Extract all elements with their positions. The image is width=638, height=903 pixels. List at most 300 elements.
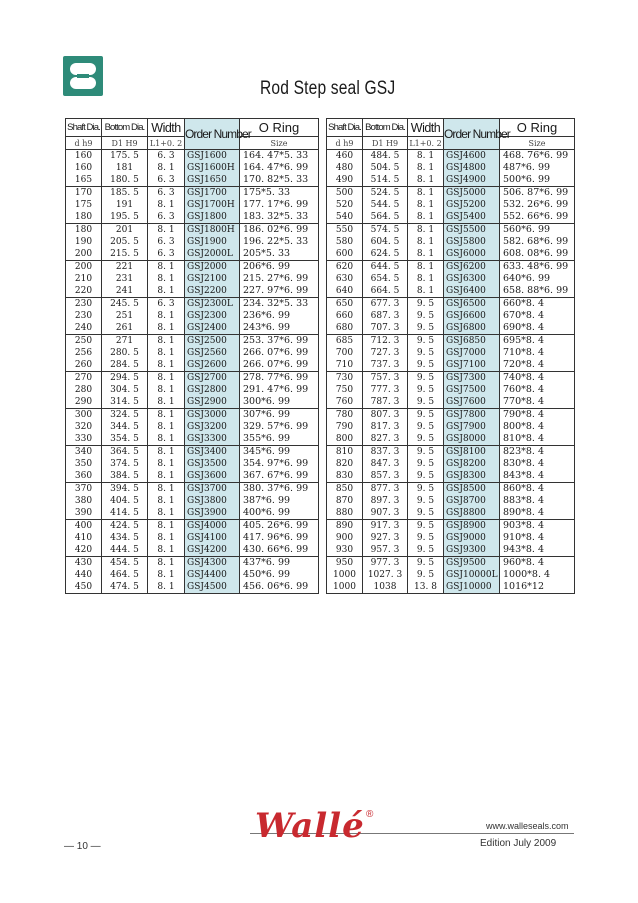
width-value: 8. 1 <box>157 323 175 333</box>
oring-value: 640*6. 99 <box>503 273 551 284</box>
header-o-ring-size: Size <box>500 137 575 150</box>
shaft-dia-cell <box>327 335 363 372</box>
shaft-value: 950 <box>335 558 354 568</box>
order-value: GSJ5400 <box>446 212 486 222</box>
oring-value: 278. 77*6. 99 <box>243 372 309 383</box>
bottom-value: 314. 5 <box>110 397 139 407</box>
bottom-value: 464. 5 <box>110 570 139 580</box>
oring-value: 1000*8. 4 <box>503 569 551 580</box>
header-width: Width <box>148 119 185 137</box>
oring-value: 215. 27*6. 99 <box>243 273 309 284</box>
order-value: GSJ8100 <box>446 447 486 457</box>
oring-value: 266. 07*6. 99 <box>243 359 309 370</box>
bottom-value: 664. 5 <box>370 286 400 296</box>
order-value: GSJ2000 <box>187 262 227 272</box>
width-value: 8. 1 <box>416 249 435 259</box>
width-cell <box>148 483 185 520</box>
shaft-value: 490 <box>335 175 354 185</box>
oring-value: 660*8. 4 <box>503 298 545 309</box>
bottom-value: 474. 5 <box>110 582 139 592</box>
oring-value: 500*6. 99 <box>503 174 551 185</box>
right-size-table <box>326 118 575 594</box>
shaft-value: 480 <box>335 163 354 173</box>
order-value: GSJ9300 <box>446 545 486 555</box>
shaft-value: 300 <box>74 410 93 420</box>
page-title: Rod Step seal GSJ <box>260 78 396 99</box>
width-cell <box>408 483 444 520</box>
width-value: 8. 1 <box>157 508 175 518</box>
shaft-value: 830 <box>335 471 354 481</box>
bottom-dia-cell <box>102 187 148 224</box>
order-number-cell <box>185 261 240 298</box>
header-bottom-tolerance: D1 H9 <box>102 137 148 150</box>
width-value: 8. 1 <box>416 274 435 284</box>
oring-value: 582. 68*6. 99 <box>503 236 569 247</box>
shaft-value: 175 <box>74 200 93 210</box>
width-value: 8. 1 <box>157 521 175 531</box>
o-ring-size-cell <box>240 446 319 483</box>
bottom-value: 524. 5 <box>370 188 400 198</box>
width-value: 6. 3 <box>157 188 175 198</box>
bottom-value: 454. 5 <box>110 558 139 568</box>
order-value: GSJ2900 <box>187 397 227 407</box>
order-number-cell <box>185 187 240 224</box>
shaft-value: 760 <box>335 397 354 407</box>
order-value: GSJ3500 <box>187 459 227 469</box>
order-number-cell <box>444 557 500 594</box>
bottom-value: 180. 5 <box>110 175 139 185</box>
oring-value: 456. 06*6. 99 <box>243 581 309 592</box>
oring-value: 487*6. 99 <box>503 162 551 173</box>
order-value: GSJ7000 <box>446 348 486 358</box>
table-row-group <box>327 409 575 446</box>
width-value: 9. 5 <box>416 521 435 531</box>
order-value: GSJ7500 <box>446 385 486 395</box>
bottom-dia-cell <box>102 483 148 520</box>
width-cell <box>148 446 185 483</box>
bottom-dia-cell <box>363 298 408 335</box>
order-value: GSJ9000 <box>446 533 486 543</box>
width-value: 8. 1 <box>157 397 175 407</box>
shaft-value: 330 <box>74 434 93 444</box>
oring-value: 400*6. 99 <box>243 507 291 518</box>
o-ring-size-cell <box>500 187 575 224</box>
shaft-value: 270 <box>74 373 93 383</box>
shaft-value: 200 <box>74 262 93 272</box>
oring-value: 560*6. 99 <box>503 224 551 235</box>
order-number-cell <box>444 298 500 335</box>
oring-value: 695*8. 4 <box>503 335 545 346</box>
o-ring-size-cell <box>500 224 575 261</box>
oring-value: 164. 47*6. 99 <box>243 162 309 173</box>
width-value: 6. 3 <box>157 249 175 259</box>
bottom-value: 957. 3 <box>370 545 400 555</box>
bottom-value: 241 <box>115 286 134 296</box>
order-value: GSJ3300 <box>187 434 227 444</box>
shaft-value: 810 <box>335 447 354 457</box>
shaft-dia-cell <box>327 187 363 224</box>
oring-value: 186. 02*6. 99 <box>243 224 309 235</box>
shaft-dia-cell <box>66 409 102 446</box>
width-value: 9. 5 <box>416 459 435 469</box>
order-value: GSJ3600 <box>187 471 227 481</box>
oring-value: 437*6. 99 <box>243 557 291 568</box>
shaft-value: 660 <box>335 311 354 321</box>
oring-value: 227. 97*6. 99 <box>243 285 309 296</box>
oring-value: 633. 48*6. 99 <box>503 261 569 272</box>
shaft-value: 180 <box>74 212 93 222</box>
o-ring-size-cell <box>500 483 575 520</box>
shaft-value: 1000 <box>333 570 356 580</box>
shaft-value: 390 <box>74 508 93 518</box>
o-ring-size-cell <box>500 261 575 298</box>
width-value: 8. 1 <box>416 163 435 173</box>
order-value: GSJ1800 <box>187 212 227 222</box>
order-value: GSJ4400 <box>187 570 227 580</box>
bottom-value: 261 <box>115 323 134 333</box>
company-logo-icon <box>63 56 103 96</box>
width-value: 8. 1 <box>157 496 175 506</box>
width-value: 8. 1 <box>157 447 175 457</box>
bottom-dia-cell <box>102 520 148 557</box>
bottom-value: 324. 5 <box>110 410 139 420</box>
shaft-dia-cell <box>327 446 363 483</box>
shaft-value: 220 <box>74 286 93 296</box>
table-row-group <box>327 150 575 187</box>
oring-value: 164. 47*5. 33 <box>243 150 309 161</box>
shaft-dia-cell <box>327 483 363 520</box>
shaft-dia-cell <box>66 520 102 557</box>
oring-value: 860*8. 4 <box>503 483 545 494</box>
order-value: GSJ1650 <box>187 175 227 185</box>
oring-value: 843*8. 4 <box>503 470 545 481</box>
width-value: 9. 5 <box>416 360 435 370</box>
shaft-value: 400 <box>74 521 93 531</box>
order-number-cell <box>444 224 500 261</box>
o-ring-size-cell <box>500 557 575 594</box>
shaft-value: 685 <box>335 336 354 346</box>
order-number-cell <box>185 298 240 335</box>
header-bottom-dia: Bottom Dia. <box>102 119 148 137</box>
bottom-value: 271 <box>115 336 134 346</box>
order-number-cell <box>185 335 240 372</box>
order-value: GSJ2000L <box>187 249 233 259</box>
order-number-cell <box>185 372 240 409</box>
order-value: GSJ10000L <box>446 570 498 580</box>
width-value: 13. 8 <box>414 582 437 592</box>
o-ring-size-cell <box>500 298 575 335</box>
order-value: GSJ4100 <box>187 533 227 543</box>
order-value: GSJ8300 <box>446 471 486 481</box>
order-value: GSJ4900 <box>446 175 486 185</box>
order-value: GSJ7300 <box>446 373 486 383</box>
width-cell <box>148 409 185 446</box>
bottom-value: 624. 5 <box>370 249 400 259</box>
order-number-cell <box>185 224 240 261</box>
width-value: 8. 1 <box>157 459 175 469</box>
oring-value: 170. 82*5. 33 <box>243 174 309 185</box>
shaft-dia-cell <box>66 446 102 483</box>
shaft-value: 410 <box>74 533 93 543</box>
width-value: 8. 1 <box>416 175 435 185</box>
bottom-value: 817. 3 <box>370 422 400 432</box>
width-value: 8. 1 <box>416 200 435 210</box>
width-value: 9. 5 <box>416 348 435 358</box>
shaft-value: 710 <box>335 360 354 370</box>
order-value: GSJ8000 <box>446 434 486 444</box>
order-value: GSJ8800 <box>446 508 486 518</box>
header-o-ring: O Ring <box>500 119 575 137</box>
width-value: 8. 1 <box>157 163 175 173</box>
width-value: 9. 5 <box>416 336 435 346</box>
width-value: 9. 5 <box>416 385 435 395</box>
width-cell <box>408 261 444 298</box>
width-value: 8. 1 <box>416 262 435 272</box>
oring-value: 710*8. 4 <box>503 347 545 358</box>
width-value: 9. 5 <box>416 545 435 555</box>
table-row-group <box>327 372 575 409</box>
bottom-value: 231 <box>115 274 134 284</box>
bottom-value: 1038 <box>373 582 397 592</box>
order-value: GSJ6400 <box>446 286 486 296</box>
order-value: GSJ6600 <box>446 311 486 321</box>
shaft-dia-cell <box>327 557 363 594</box>
shaft-value: 240 <box>74 323 93 333</box>
oring-value: 903*8. 4 <box>503 520 545 531</box>
bottom-value: 354. 5 <box>110 434 139 444</box>
width-value: 6. 3 <box>157 151 175 161</box>
width-value: 6. 3 <box>157 237 175 247</box>
header-shaft-dia: Shaft Dia. <box>66 119 102 137</box>
order-value: GSJ4600 <box>446 151 486 161</box>
bottom-dia-cell <box>363 557 408 594</box>
width-cell <box>408 150 444 187</box>
bottom-dia-cell <box>363 409 408 446</box>
oring-value: 760*8. 4 <box>503 384 545 395</box>
order-value: GSJ7600 <box>446 397 486 407</box>
oring-value: 943*8. 4 <box>503 544 545 555</box>
table-row-group <box>66 224 319 261</box>
bottom-value: 245. 5 <box>110 299 139 309</box>
width-cell <box>408 372 444 409</box>
width-value: 8. 1 <box>157 286 175 296</box>
oring-value: 532. 26*6. 99 <box>503 199 569 210</box>
o-ring-size-cell <box>240 372 319 409</box>
bottom-dia-cell <box>363 372 408 409</box>
shaft-value: 1000 <box>333 582 356 592</box>
table-row-group <box>66 298 319 335</box>
shaft-value: 180 <box>74 225 93 235</box>
header-bottom-dia: Bottom Dia. <box>363 119 408 137</box>
order-value: GSJ6200 <box>446 262 486 272</box>
bottom-value: 364. 5 <box>110 447 139 457</box>
oring-value: 690*8. 4 <box>503 322 545 333</box>
width-value: 9. 5 <box>416 311 435 321</box>
width-value: 8. 1 <box>157 200 175 210</box>
website-url[interactable]: www.walleseals.com <box>486 821 569 831</box>
order-value: GSJ2400 <box>187 323 227 333</box>
header-order-number: Order Number <box>185 119 240 150</box>
o-ring-size-cell <box>500 409 575 446</box>
bottom-value: 181 <box>115 163 134 173</box>
width-cell <box>148 335 185 372</box>
order-value: GSJ7900 <box>446 422 486 432</box>
oring-value: 823*8. 4 <box>503 446 545 457</box>
bottom-value: 205. 5 <box>110 237 139 247</box>
bottom-value: 484. 5 <box>370 151 400 161</box>
bottom-value: 504. 5 <box>370 163 400 173</box>
width-value: 9. 5 <box>416 373 435 383</box>
bottom-value: 712. 3 <box>370 336 400 346</box>
width-value: 8. 1 <box>157 570 175 580</box>
oring-value: 380. 37*6. 99 <box>243 483 309 494</box>
oring-value: 405. 26*6. 99 <box>243 520 309 531</box>
bottom-value: 827. 3 <box>370 434 400 444</box>
shaft-value: 640 <box>335 286 354 296</box>
width-value: 8. 1 <box>157 558 175 568</box>
order-value: GSJ4500 <box>187 582 227 592</box>
order-number-cell <box>185 409 240 446</box>
table-row-group <box>66 409 319 446</box>
order-value: GSJ1600H <box>187 163 235 173</box>
order-value: GSJ2560 <box>187 348 227 358</box>
bottom-value: 185. 5 <box>110 188 139 198</box>
oring-value: 883*8. 4 <box>503 495 545 506</box>
bottom-value: 837. 3 <box>370 447 400 457</box>
order-value: GSJ3400 <box>187 447 227 457</box>
oring-value: 740*8. 4 <box>503 372 545 383</box>
table-row-group <box>327 335 575 372</box>
width-value: 9. 5 <box>416 570 435 580</box>
width-value: 9. 5 <box>416 558 435 568</box>
width-value: 9. 5 <box>416 496 435 506</box>
table-row-group <box>66 372 319 409</box>
order-number-cell <box>444 409 500 446</box>
bottom-dia-cell <box>102 224 148 261</box>
o-ring-size-cell <box>240 520 319 557</box>
width-value: 6. 3 <box>157 212 175 222</box>
o-ring-size-cell <box>500 372 575 409</box>
bottom-dia-cell <box>102 409 148 446</box>
bottom-value: 215. 5 <box>110 249 139 259</box>
width-cell <box>408 224 444 261</box>
left-size-table <box>65 118 319 594</box>
bottom-dia-cell <box>102 335 148 372</box>
width-value: 8. 1 <box>157 274 175 284</box>
o-ring-size-cell <box>500 446 575 483</box>
bottom-value: 777. 3 <box>370 385 400 395</box>
order-value: GSJ8200 <box>446 459 486 469</box>
width-value: 6. 3 <box>157 175 175 185</box>
shaft-value: 440 <box>74 570 93 580</box>
width-value: 8. 1 <box>157 434 175 444</box>
shaft-value: 340 <box>74 447 93 457</box>
width-value: 9. 5 <box>416 434 435 444</box>
table-row-group <box>327 224 575 261</box>
oring-value: 468. 76*6. 99 <box>503 150 569 161</box>
shaft-value: 630 <box>335 274 354 284</box>
order-value: GSJ7100 <box>446 360 486 370</box>
shaft-value: 190 <box>74 237 93 247</box>
shaft-value: 890 <box>335 521 354 531</box>
order-value: GSJ6000 <box>446 249 486 259</box>
shaft-value: 260 <box>74 360 93 370</box>
bottom-value: 191 <box>115 200 134 210</box>
order-value: GSJ2500 <box>187 336 227 346</box>
bottom-value: 644. 5 <box>370 262 400 272</box>
width-value: 8. 1 <box>157 360 175 370</box>
shaft-value: 350 <box>74 459 93 469</box>
oring-value: 307*6. 99 <box>243 409 291 420</box>
o-ring-size-cell <box>240 187 319 224</box>
bottom-value: 434. 5 <box>110 533 139 543</box>
width-value: 9. 5 <box>416 323 435 333</box>
shaft-value: 290 <box>74 397 93 407</box>
bottom-value: 424. 5 <box>110 521 139 531</box>
order-value: GSJ6500 <box>446 299 486 309</box>
o-ring-size-cell <box>240 150 319 187</box>
shaft-value: 780 <box>335 410 354 420</box>
width-value: 9. 5 <box>416 447 435 457</box>
shaft-value: 230 <box>74 299 93 309</box>
header-bottom-tolerance: D1 H9 <box>363 137 408 150</box>
width-cell <box>408 187 444 224</box>
bottom-dia-cell <box>363 520 408 557</box>
order-value: GSJ3800 <box>187 496 227 506</box>
shaft-value: 620 <box>335 262 354 272</box>
bottom-value: 847. 3 <box>370 459 400 469</box>
width-cell <box>148 261 185 298</box>
oring-value: 890*8. 4 <box>503 507 545 518</box>
bottom-value: 877. 3 <box>370 484 400 494</box>
bottom-value: 677. 3 <box>370 299 400 309</box>
shaft-value: 650 <box>335 299 354 309</box>
table-row-group <box>327 520 575 557</box>
bottom-value: 251 <box>115 311 134 321</box>
oring-value: 830*8. 4 <box>503 458 545 469</box>
header-width-tolerance: L1+0. 2 <box>148 137 185 150</box>
bottom-value: 544. 5 <box>370 200 400 210</box>
bottom-value: 604. 5 <box>370 237 400 247</box>
bottom-value: 807. 3 <box>370 410 400 420</box>
shaft-value: 450 <box>74 582 93 592</box>
width-cell <box>408 520 444 557</box>
bottom-value: 707. 3 <box>370 323 400 333</box>
shaft-value: 580 <box>335 237 354 247</box>
order-value: GSJ8900 <box>446 521 486 531</box>
shaft-value: 790 <box>335 422 354 432</box>
shaft-value: 210 <box>74 274 93 284</box>
shaft-value: 370 <box>74 484 93 494</box>
oring-value: 243*6. 99 <box>243 322 291 333</box>
shaft-dia-cell <box>66 187 102 224</box>
oring-value: 450*6. 99 <box>243 569 291 580</box>
order-number-cell <box>444 150 500 187</box>
width-value: 8. 1 <box>416 237 435 247</box>
shaft-dia-cell <box>66 557 102 594</box>
oring-value: 430. 66*6. 99 <box>243 544 309 555</box>
shaft-value: 600 <box>335 249 354 259</box>
width-value: 8. 1 <box>416 188 435 198</box>
o-ring-size-cell <box>240 298 319 335</box>
shaft-value: 230 <box>74 311 93 321</box>
width-value: 9. 5 <box>416 410 435 420</box>
bottom-dia-cell <box>363 224 408 261</box>
shaft-value: 460 <box>335 151 354 161</box>
oring-value: 770*8. 4 <box>503 396 545 407</box>
order-value: GSJ5500 <box>446 225 486 235</box>
bottom-dia-cell <box>363 187 408 224</box>
